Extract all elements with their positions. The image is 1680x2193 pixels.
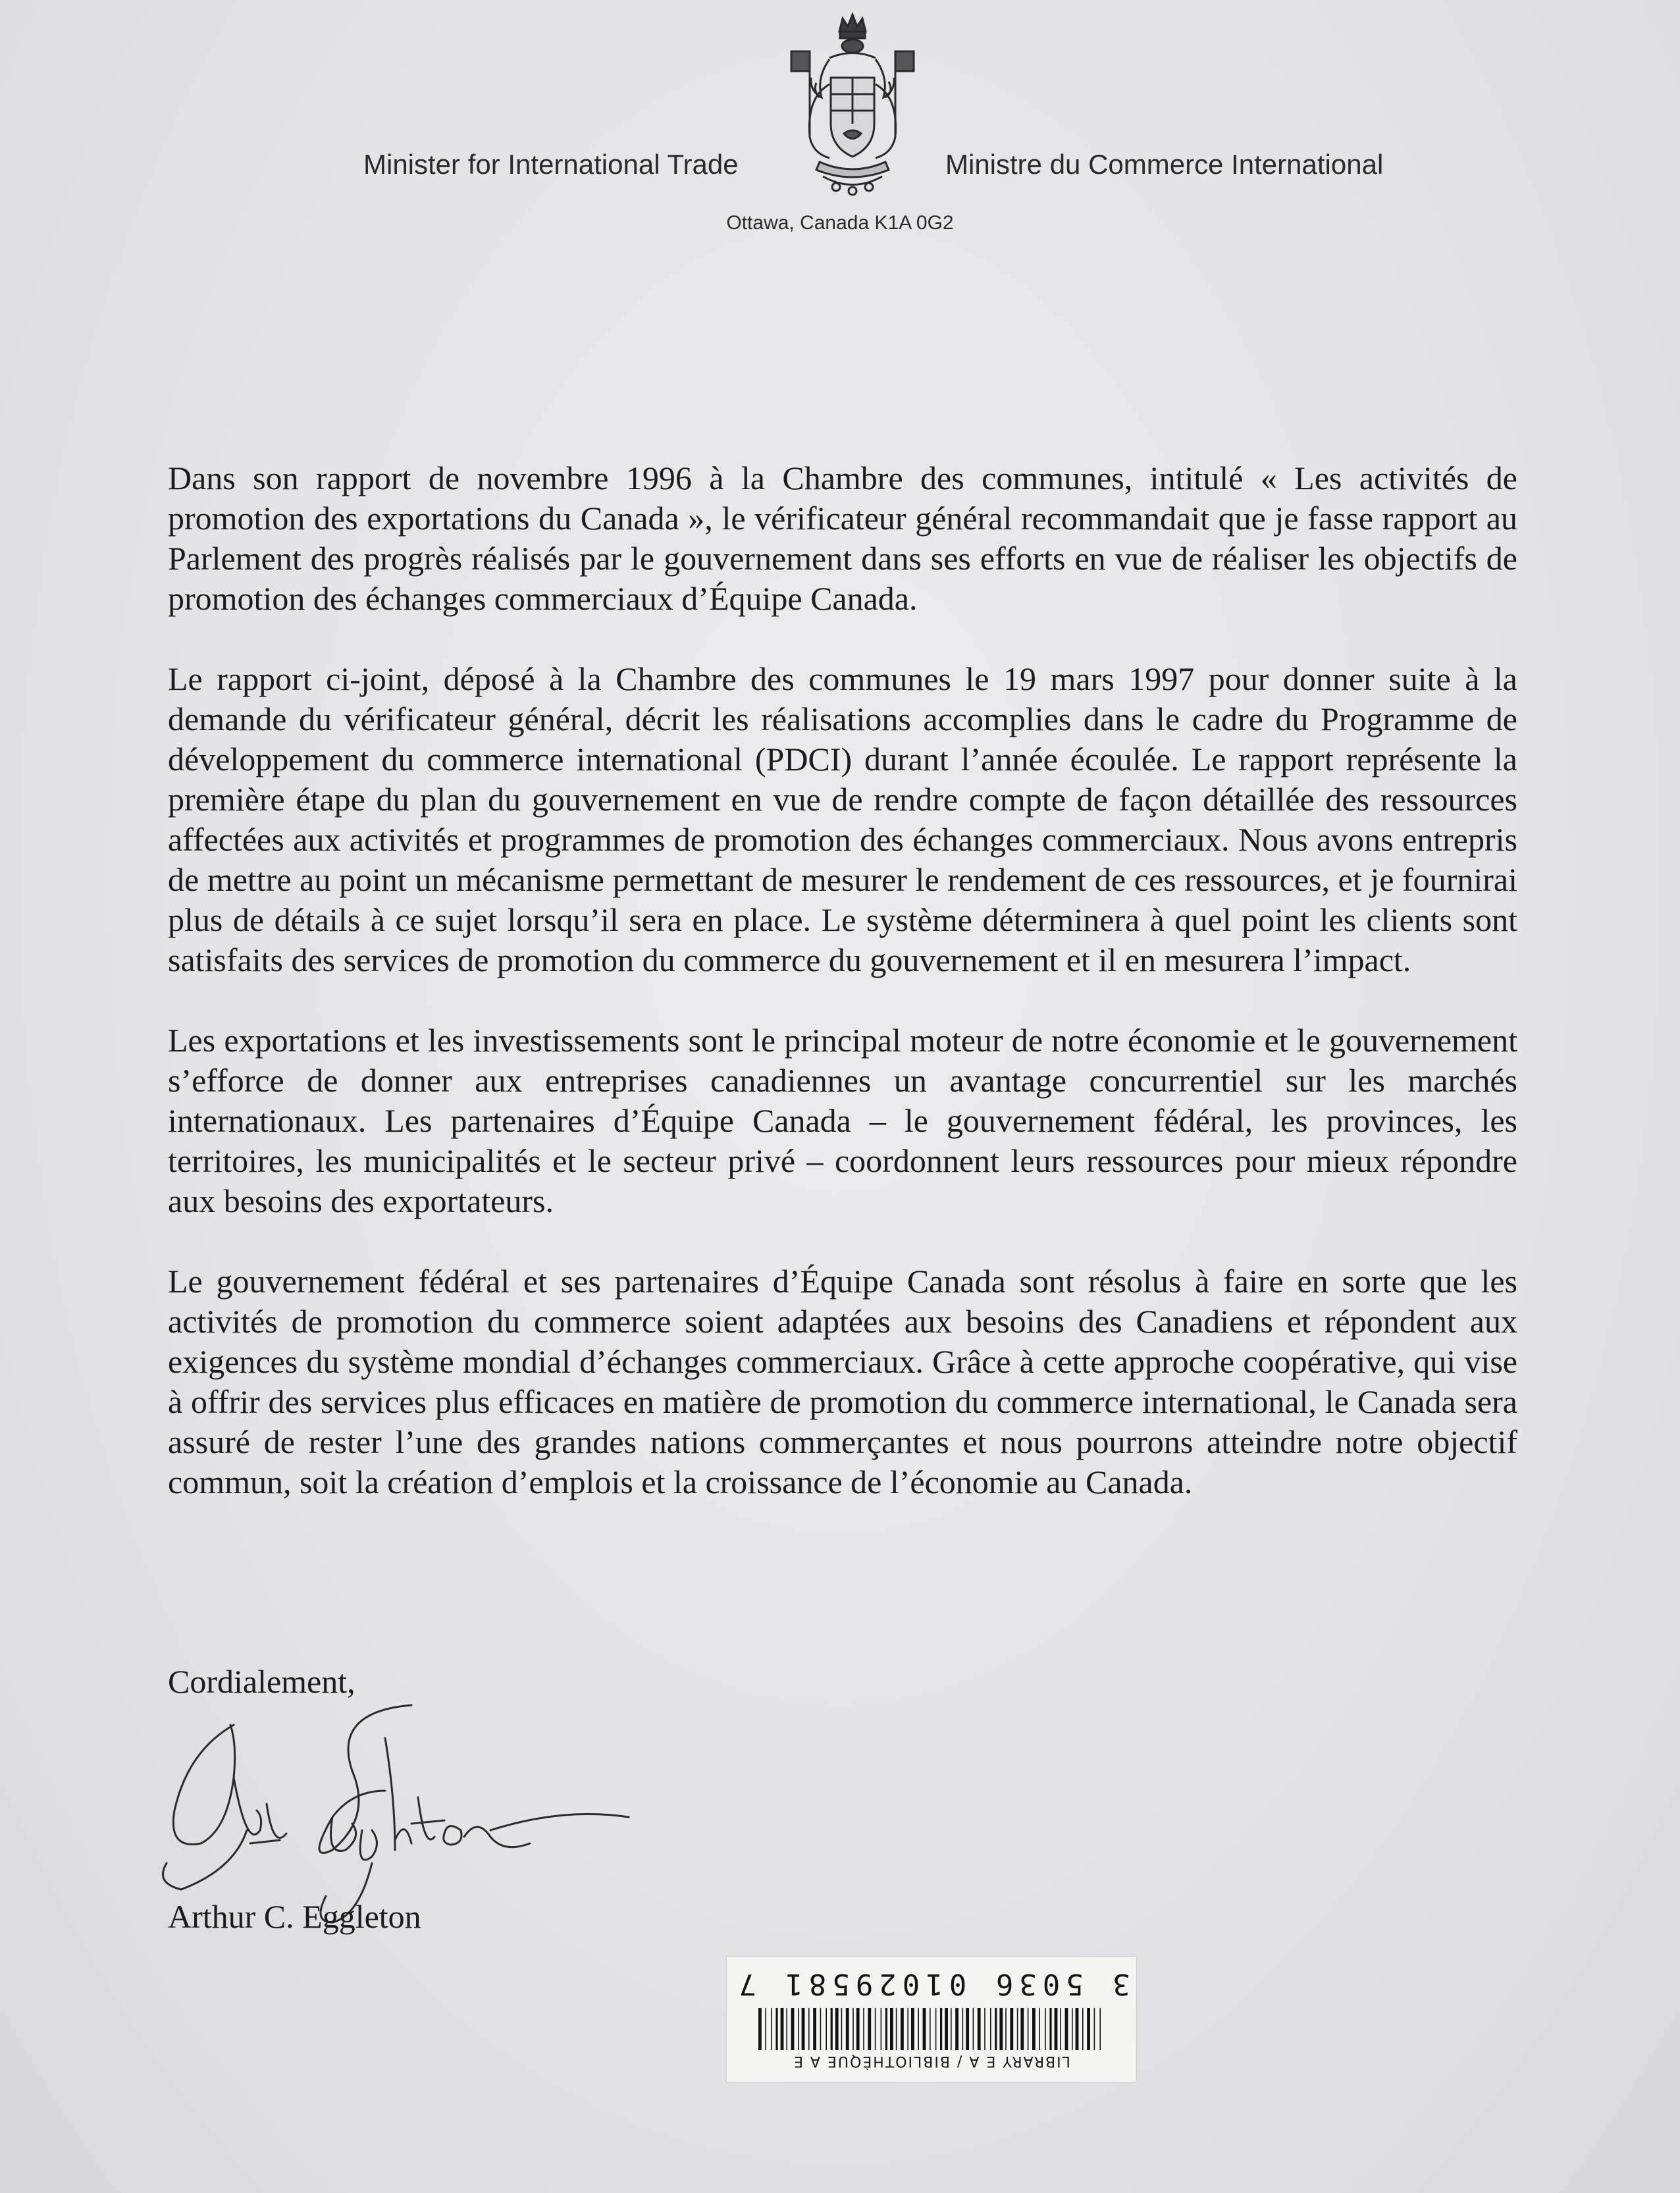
barcode-number: 3 5036 01029581 7 xyxy=(733,1967,1130,2001)
body-paragraph: Dans son rapport de novembre 1996 à la Chambre des communes, intitulé « Les activités de promotion des exportations du Canada », le vérificateur général recommandait que je fasse rapport au Parlement des progrès réalisés par le gouvernement dans ses efforts en vue de réaliser les objectifs de promotion des échanges commerciaux d’Équipe Canada. xyxy=(168,460,1517,617)
canada-coat-of-arms-icon xyxy=(783,12,922,203)
body-paragraph: Les exportations et les investissements sont le principal moteur de notre économie et le gouvernement s’efforce de donner aux entreprises canadiennes un avantage concurrentiel sur les marchés internationaux. Les partenaires d’Équipe Canada – le gouvernement fédéral, les provinces, les territoires, les municipalités et le secteur privé – coordonnent leurs ressources pour mieux répondre aux besoins des exportateurs. xyxy=(168,1022,1517,1219)
signer-name: Arthur C. Eggleton xyxy=(168,1898,421,1935)
letter-body xyxy=(168,458,1517,1543)
closing-salutation: Cordialement, xyxy=(168,1663,355,1700)
letterhead-title-french: Ministre du Commerce International xyxy=(945,149,1384,180)
letterhead-address: Ottawa, Canada K1A 0G2 xyxy=(726,212,954,234)
library-name: LIBRARY E A / BIBLIOTHÈQUE A E xyxy=(793,2053,1070,2069)
library-barcode-label xyxy=(727,1957,1136,2082)
letterhead-title-english: Minister for International Trade xyxy=(363,149,739,180)
body-paragraph: Le gouvernement fédéral et ses partenaires d’Équipe Canada sont résolus à faire en sorte que les activités de promotion du commerce soient adaptées aux besoins des Canadiens et répondent aux exigences du système mondial d’échanges commerciaux. Grâce à cette approche coopérative, qui vise à offrir des services plus efficaces en matière de promotion du commerce international, le Canada sera assuré de rester l’une des grandes nations commerçantes et nous pourrons atteindre notre objectif commun, soit la création d’emplois et la croissance de l’économie au Canada. xyxy=(168,1263,1517,1500)
barcode-icon xyxy=(758,2008,1105,2050)
body-paragraph: Le rapport ci-joint, déposé à la Chambre des communes le 19 mars 1997 pour donner suite à la demande du vérificateur général, décrit les réalisations accomplies dans le cadre du Programme de développement du commerce international (PDCI) durant l’année écoulée. Le rapport représente la première étape du plan du gouvernement en vue de rendre compte de façon détaillée des ressources affectées aux activités et programmes de promotion des échanges commerciaux. Nous avons entrepris de mettre au point un mécanisme permettant de mesurer le rendement de ces ressources, et je fournirai plus de détails à ce sujet lorsqu’il sera en place. Le système déterminera à quel point les clients sont satisfaits des services de promotion du commerce du gouvernement et il en mesurera l’impact. xyxy=(168,660,1517,978)
